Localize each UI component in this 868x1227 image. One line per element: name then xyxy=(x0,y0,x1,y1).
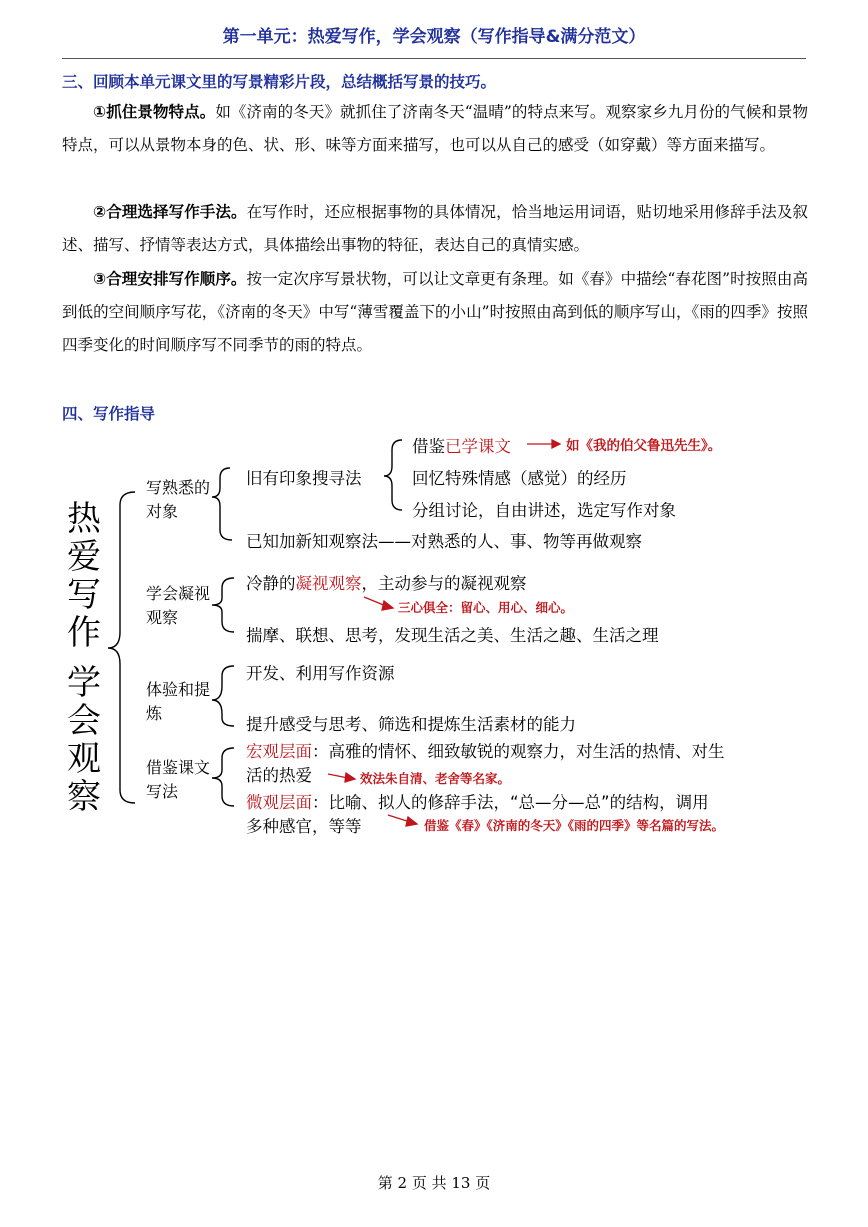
branch2-brace xyxy=(212,578,234,632)
branch1-sub1: 旧有印象搜寻法 xyxy=(246,469,362,488)
macro-text-1: ：高雅的情怀、细致敏锐的观察力，对生活的热情、对生 xyxy=(312,742,725,761)
root-brace xyxy=(108,492,135,803)
macro-note-arrow-head xyxy=(345,773,355,782)
branch2-label: 学会凝视观察 xyxy=(146,584,211,627)
branch3-brace xyxy=(212,666,234,726)
leaf1-highlight: 已学课文 xyxy=(445,437,511,456)
section4-heading: 四、写作指导 xyxy=(62,405,156,423)
sub1-brace xyxy=(384,440,402,510)
macro-text-2: 活的热爱 xyxy=(246,766,312,785)
mindmap-root-bottom: 学会观察 xyxy=(67,663,101,817)
point-2-lead: ②合理选择写作手法。 xyxy=(93,203,247,221)
branch3-item1: 开发、利用写作资源 xyxy=(246,664,395,683)
gaze-prefix: 冷静的 xyxy=(246,574,296,593)
gaze-note-arrow-head xyxy=(382,601,393,610)
branch1-brace xyxy=(212,468,232,540)
branch3-item2: 提升感受与思考、筛选和提炼生活素材的能力 xyxy=(246,715,576,734)
micro-label: 微观层面 xyxy=(246,793,312,812)
branch2-item2: 揣摩、联想、思考，发现生活之美、生活之趣、生活之理 xyxy=(246,626,659,645)
branch1-sub2: 已知加新知观察法——对熟悉的人、事、物等再做观察 xyxy=(246,532,642,551)
micro-text-2: 多种感官，等等 xyxy=(246,817,362,836)
branch1-label: 写熟悉的对象 xyxy=(146,478,211,521)
micro-note-arrow-head xyxy=(406,817,417,826)
leaf1-note: 如《我的伯父鲁迅先生》。 xyxy=(566,438,722,454)
branch1-leaf1 xyxy=(412,433,511,457)
section3-heading: 三、回顾本单元课文里的写景精彩片段，总结概括写景的技巧。 xyxy=(62,73,497,91)
branch1-leaf2: 回忆特殊情感（感觉）的经历 xyxy=(412,469,627,488)
gaze-highlight: 凝视观察 xyxy=(295,574,362,593)
macro-note: 效法朱自清、老舍等名家。 xyxy=(360,771,511,786)
point-2-text: 在写作时，还应根据事物的具体情况，恰当地运用词语，贴切地采用修辞手法及叙述、描写、抒情等表达方式，具体描绘出事物的特征，表达自己的真情实感。 xyxy=(62,203,808,254)
point-1-text: 如《济南的冬天》就抓住了济南冬天“温晴”的特点来写。观察家乡九月份的气候和景物特点，可以从景物本身的色、状、形、味等方面来描写，也可以从自己的感受（如穿戴）等方面来描写。 xyxy=(62,103,808,154)
point-1-lead: ①抓住景物特点。 xyxy=(93,103,216,121)
mindmap-root-top: 热爱写作 xyxy=(67,499,101,653)
leaf1-arrow-head xyxy=(552,440,560,448)
gaze-suffix: ，主动参与的凝视观察 xyxy=(361,574,527,593)
leaf1-prefix: 借鉴 xyxy=(412,437,445,456)
gaze-note: 三心俱全：留心、用心、细心。 xyxy=(398,600,574,615)
branch4-brace xyxy=(212,748,234,806)
point-3-lead: ③合理安排写作顺序。 xyxy=(93,270,247,288)
macro-label: 宏观层面 xyxy=(246,742,312,761)
page-header-title: 第一单元：热爱写作，学会观察（写作指导&满分范文） xyxy=(222,27,646,47)
micro-note: 借鉴《春》《济南的冬天》《雨的四季》等名篇的写法。 xyxy=(424,818,725,833)
branch4-label: 借鉴课文写法 xyxy=(146,758,211,801)
branch2-item1 xyxy=(246,570,527,594)
branch4-macro-line1 xyxy=(246,738,725,762)
page-number-footer: 第 2 页 共 13 页 xyxy=(377,1174,491,1192)
branch3-label: 体验和提炼 xyxy=(146,680,211,723)
branch1-leaf3: 分组讨论，自由讲述，选定写作对象 xyxy=(412,501,676,520)
point-3-text: 按一定次序写景状物，可以让文章更有条理。如《春》中描绘“春花图”时按照由高到低的空间顺序写花，《济南的冬天》中写“薄雪覆盖下的小山”时按照由高到低的顺序写山，《雨的四季》按照四季变化的时间顺序写不同季节的雨的特点。 xyxy=(62,270,808,354)
micro-text-1: ：比喻、拟人的修辞手法，“总—分—总”的结构，调用 xyxy=(312,793,709,812)
branch4-micro-line1 xyxy=(246,789,709,813)
